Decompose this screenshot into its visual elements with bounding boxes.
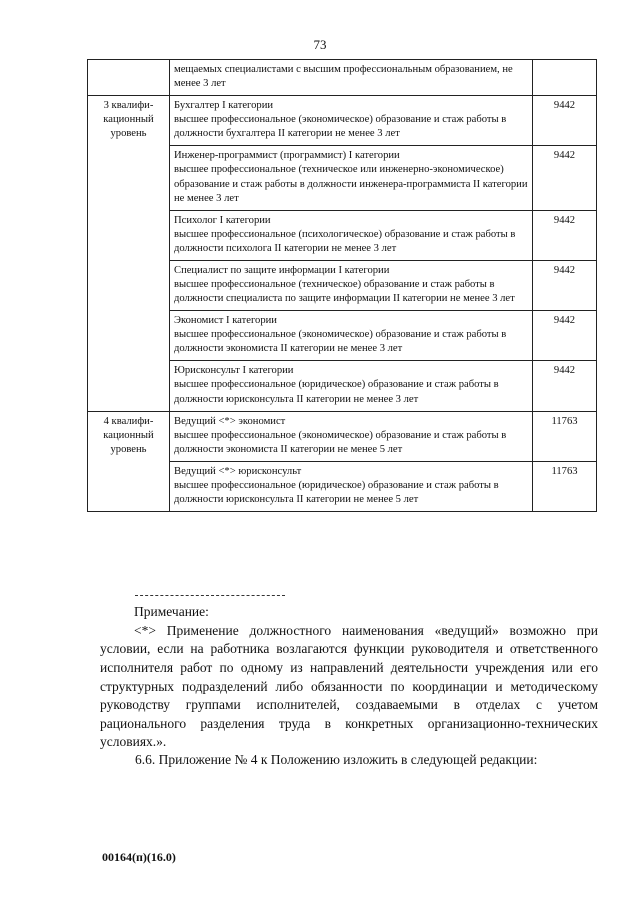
salary-value: 11763: [533, 411, 597, 461]
note-block: [100, 603, 598, 752]
position-cell: [170, 96, 533, 146]
position-requirement: высшее профессиональное (психологическое) образование и стаж работы в должности психолога II категории не менее 3 лет: [174, 228, 516, 254]
position-requirement: высшее профессиональное (экономическое) образование и стаж работы в должности бухгалтера II категории не менее 3 лет: [174, 114, 507, 140]
page-number: 73: [313, 37, 327, 52]
footnote-rule: [135, 595, 285, 596]
position-title: Специалист по защите информации I категории: [174, 264, 390, 276]
table-row: [88, 96, 597, 146]
position-requirement: высшее профессиональное (юридическое) образование и стаж работы в должности юрисконсульта II категории не менее 3 лет: [174, 379, 499, 405]
position-title: Бухгалтер I категории: [174, 100, 274, 112]
salary-cell: [533, 60, 597, 96]
document-code: 00164(п)(16.0): [102, 850, 176, 864]
position-title: Ведущий <*> экономист: [174, 415, 286, 427]
salary-value: 9442: [533, 260, 597, 310]
salary-value: 11763: [533, 461, 597, 511]
continuation-cell: мещаемых специалистами с высшим профессиональным образованием, не менее 3 лет: [170, 60, 533, 96]
salary-value: 9442: [533, 311, 597, 361]
level-cell: [88, 60, 170, 96]
salary-table-wrapper: [87, 59, 597, 512]
level-cell-3: 3 квалифи-кационный уровень: [88, 96, 170, 411]
position-cell: [170, 210, 533, 260]
position-title: Юрисконсульт I категории: [174, 365, 294, 377]
position-cell: [170, 146, 533, 210]
salary-table: [87, 59, 597, 512]
position-cell: [170, 361, 533, 411]
note-text: <*> Применение должностного наименования «ведущий» возможно при условии, если на работника возлагаются функции руководителя и ответственного исполнителя работ по одному из направлений деятельности учреждения или его структурных подразделений либо обязанности по координации и методическому руководству группами исполнителей, создаваемыми в отделах с учетом рационального разделения труда в конкретных организационно-технических условиях.».: [100, 622, 598, 750]
position-cell: [170, 411, 533, 461]
position-requirement: высшее профессиональное (техническое) образование и стаж работы в должности специалиста по защите информации II категории не менее 3 лет: [174, 279, 515, 305]
position-title: Психолог I категории: [174, 214, 271, 226]
salary-value: 9442: [533, 96, 597, 146]
amendment-text: 6.6. Приложение № 4 к Положению изложить в следующей редакции:: [135, 752, 538, 767]
note-heading: Примечание:: [134, 604, 209, 619]
position-title: Экономист I категории: [174, 315, 277, 327]
position-requirement: высшее профессиональное (юридическое) образование и стаж работы в должности юрисконсульта II категории не менее 5 лет: [174, 479, 499, 506]
position-requirement: высшее профессиональное (экономическое) образование и стаж работы в должности экономиста II категории не менее 3 лет: [174, 329, 507, 355]
position-requirement: высшее профессиональное (экономическое) образование и стаж работы в должности экономиста II категории не менее 5 лет: [174, 429, 507, 455]
salary-value: 9442: [533, 361, 597, 411]
position-title: Инженер-программист (программист) I категории: [174, 150, 400, 162]
table-row-continuation: [88, 60, 597, 96]
position-cell: [170, 260, 533, 310]
position-title: Ведущий <*> юрисконсульт: [174, 465, 302, 477]
table-row: [88, 411, 597, 461]
position-cell: [170, 461, 533, 511]
salary-value: 9442: [533, 210, 597, 260]
salary-value: 9442: [533, 146, 597, 210]
position-requirement: высшее профессиональное (техническое или инженерно-экономическое) образование и стаж работы в должности инженера-программиста II категории не менее 3 лет: [174, 164, 528, 204]
level-cell-4: 4 квалифи-кационный уровень: [88, 411, 170, 511]
position-cell: [170, 311, 533, 361]
